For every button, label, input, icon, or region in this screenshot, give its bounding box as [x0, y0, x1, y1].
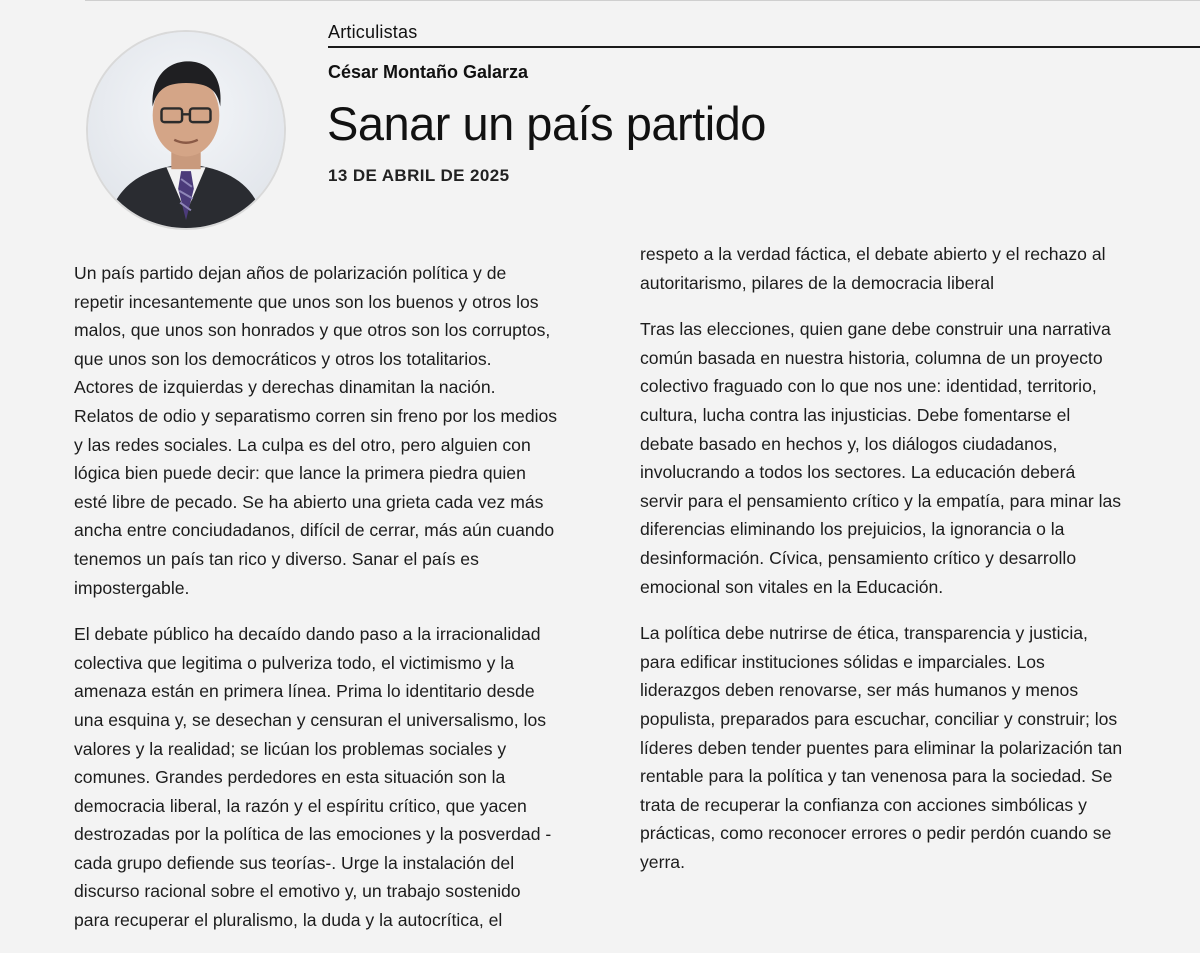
text-line: rentable para la política y tan venenosa para la sociedad. Se	[640, 766, 1113, 787]
text-line: lógica bien puede decir: que lance la primera piedra quien	[74, 463, 526, 484]
text-line: emocional son vitales en la Educación.	[640, 576, 944, 597]
text-line: colectivo fraguado con lo que nos une: identidad, territorio,	[640, 376, 1097, 397]
text-line: liderazgos deben renovarse, ser más humanos y menos	[640, 680, 1079, 701]
text-line: prácticas, como reconocer errores o pedir perdón cuando se	[640, 823, 1112, 844]
text-line: líderes deben tender puentes para eliminar la polarización tan	[640, 737, 1123, 758]
article-date: 13 DE ABRIL DE 2025	[328, 166, 510, 185]
text-line: impostergable.	[74, 577, 190, 598]
paragraph	[74, 620, 634, 935]
author-name[interactable]: César Montaño Galarza	[328, 62, 529, 82]
text-line: trata de recuperar la confianza con acciones simbólicas y	[640, 794, 1087, 815]
text-line: común basada en nuestra historia, columna de un proyecto	[640, 347, 1103, 368]
text-line: repetir incesantemente que unos son los buenos y otros los	[74, 291, 539, 312]
text-line: Relatos de odio y separatismo corren sin freno por los medios	[74, 405, 558, 426]
text-line: debate basado en hechos y, los diálogos ciudadanos,	[640, 433, 1058, 454]
text-line: Actores de izquierdas y derechas dinamitan la nación.	[74, 377, 496, 398]
text-line: para recuperar el pluralismo, la duda y la autocrítica, el	[74, 910, 503, 931]
text-line: amenaza están en primera línea. Prima lo identitario desde	[74, 681, 535, 702]
section-label[interactable]: Articulistas	[328, 22, 418, 42]
text-line: tenemos un país tan rico y diverso. Sanar el país es	[74, 548, 479, 569]
text-line: una esquina y, se desechan y censuran el universalismo, los	[74, 709, 547, 730]
article-body-left-column	[74, 259, 634, 953]
top-divider	[85, 0, 1200, 1]
text-line: populista, preparados para escuchar, conciliar y construir; los	[640, 708, 1118, 729]
author-portrait-icon	[88, 32, 284, 228]
text-line: discurso racional sobre el emotivo y, un trabajo sostenido	[74, 881, 521, 902]
text-line: colectiva que legitima o pulveriza todo, el victimismo y la	[74, 652, 515, 673]
paragraph	[74, 259, 634, 602]
paragraph	[640, 619, 1200, 876]
paragraph	[640, 315, 1200, 601]
text-line: y las redes sociales. La culpa es del otro, pero alguien con	[74, 434, 531, 455]
text-line: malos, que unos son honrados y que otros son los corruptos,	[74, 320, 551, 341]
text-line: comunes. Grandes perdedores en esta situación son la	[74, 767, 506, 788]
text-line: servir para el pensamiento crítico y la empatía, para minar las	[640, 490, 1122, 511]
text-line: respeto a la verdad fáctica, el debate abierto y el rechazo al	[640, 244, 1106, 264]
article-title: Sanar un país partido	[327, 97, 766, 150]
text-line: democracia liberal, la razón y el espíritu crítico, que yacen	[74, 795, 527, 816]
author-avatar	[86, 30, 286, 230]
text-line: La política debe nutrirse de ética, transparencia y justicia,	[640, 623, 1088, 644]
text-line: diferencias eliminando los prejuicios, la ignorancia o la	[640, 519, 1065, 540]
text-line: cultura, lucha contra las injusticias. Debe fomentarse el	[640, 404, 1071, 425]
text-line: esté libre de pecado. Se ha abierto una grieta cada vez más	[74, 491, 544, 512]
paragraph	[640, 240, 1200, 297]
text-line: Tras las elecciones, quien gane debe construir una narrativa	[640, 319, 1111, 340]
article-body-right-column	[640, 240, 1200, 894]
text-line: autoritarismo, pilares de la democracia liberal	[640, 272, 994, 293]
text-line: Un país partido dejan años de polarización política y de	[74, 263, 507, 283]
text-line: yerra.	[640, 851, 685, 872]
text-line: desinformación. Cívica, pensamiento crítico y desarrollo	[640, 547, 1077, 568]
text-line: cada grupo defiende sus teorías-. Urge la instalación del	[74, 852, 515, 873]
text-line: que unos son los democráticos y otros los totalitarios.	[74, 348, 492, 369]
section-divider	[328, 46, 1200, 48]
text-line: valores y la realidad; se licúan los problemas sociales y	[74, 738, 507, 759]
text-line: destrozadas por la política de las emociones y la posverdad -	[74, 824, 552, 845]
text-line: El debate público ha decaído dando paso a la irracionalidad	[74, 624, 541, 645]
text-line: ancha entre conciudadanos, difícil de cerrar, más aún cuando	[74, 520, 555, 541]
text-line: involucrando a todos los sectores. La educación deberá	[640, 462, 1076, 483]
text-line: para edificar instituciones sólidas e imparciales. Los	[640, 651, 1045, 672]
